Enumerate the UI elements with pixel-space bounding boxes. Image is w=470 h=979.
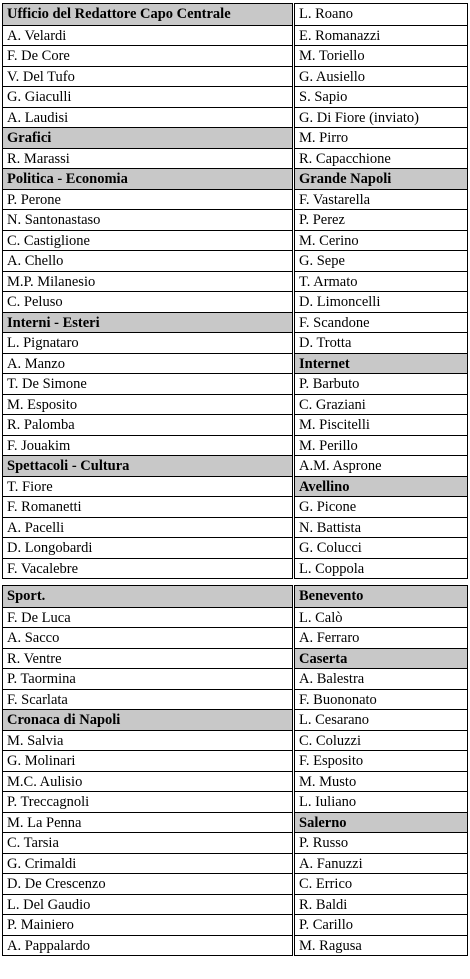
staff-name: G. Crimaldi bbox=[3, 853, 292, 874]
staff-name: M. Salvia bbox=[3, 730, 292, 751]
staff-name: G. Picone bbox=[295, 496, 467, 517]
staff-name: A. Balestra bbox=[295, 668, 467, 689]
staff-name: M. Pirro bbox=[295, 127, 467, 148]
staff-name: A. Velardi bbox=[3, 25, 292, 46]
staff-name: M.C. Aulisio bbox=[3, 771, 292, 792]
staff-name: T. De Simone bbox=[3, 373, 292, 394]
staff-name: R. Ventre bbox=[3, 648, 292, 669]
section-header-avellino: Avellino bbox=[295, 476, 467, 497]
staff-name: P. Perone bbox=[3, 189, 292, 210]
staff-name: D. Longobardi bbox=[3, 537, 292, 558]
section-header-sport: Sport. bbox=[3, 586, 292, 607]
staff-name: D. Limoncelli bbox=[295, 291, 467, 312]
staff-name: L. Pignataro bbox=[3, 332, 292, 353]
bottom-right-column bbox=[294, 585, 468, 956]
staff-name: C. Coluzzi bbox=[295, 730, 467, 751]
staff-name: R. Palomba bbox=[3, 414, 292, 435]
section-header-ufficio-del-redattore-capo-centrale: Ufficio del Redattore Capo Centrale bbox=[3, 4, 292, 25]
staff-name: G. Giaculli bbox=[3, 86, 292, 107]
staff-name: A. Chello bbox=[3, 250, 292, 271]
staff-name: L. Roano bbox=[299, 6, 353, 22]
staff-name: C. Peluso bbox=[3, 291, 292, 312]
top-left-column bbox=[2, 3, 293, 579]
staff-name: F. Jouakim bbox=[3, 435, 292, 456]
staff-name: S. Sapio bbox=[295, 86, 467, 107]
staff-name: F. Vastarella bbox=[295, 189, 467, 210]
staff-name: F. De Luca bbox=[3, 607, 292, 628]
section-header-caserta: Caserta bbox=[295, 648, 467, 669]
bottom-left-column bbox=[2, 585, 293, 956]
staff-name: F. Scandone bbox=[295, 312, 467, 333]
section-header-cronaca-di-napoli: Cronaca di Napoli bbox=[3, 709, 292, 730]
staff-name: A.M. Asprone bbox=[295, 455, 467, 476]
staff-name: A. Laudisi bbox=[3, 107, 292, 128]
section-header-grande-napoli: Grande Napoli bbox=[295, 168, 467, 189]
staff-name: P. Perez bbox=[295, 209, 467, 230]
staff-name: T. Armato bbox=[295, 271, 467, 292]
staff-name: N. Santonastaso bbox=[3, 209, 292, 230]
staff-name: P. Taormina bbox=[3, 668, 292, 689]
staff-name: F. De Core bbox=[3, 45, 292, 66]
staff-name: P. Barbuto bbox=[295, 373, 467, 394]
staff-name: M. Musto bbox=[295, 771, 467, 792]
staff-name: M. Cerino bbox=[295, 230, 467, 251]
staff-name: R. Marassi bbox=[3, 148, 292, 169]
staff-name: C. Tarsia bbox=[3, 832, 292, 853]
staff-name: C. Castiglione bbox=[3, 230, 292, 251]
staff-name: C. Errico bbox=[295, 873, 467, 894]
section-header-spettacoli-cultura: Spettacoli - Cultura bbox=[3, 455, 292, 476]
section-header-benevento: Benevento bbox=[295, 586, 467, 607]
staff-name: M. Ragusa bbox=[295, 935, 467, 956]
staff-name: A. Pacelli bbox=[3, 517, 292, 538]
staff-name: A. Fanuzzi bbox=[295, 853, 467, 874]
staff-name: C. Graziani bbox=[295, 394, 467, 415]
section-header-interni-esteri: Interni - Esteri bbox=[3, 312, 292, 333]
staff-name: G. Di Fiore (inviato) bbox=[295, 107, 467, 128]
staff-name: P. Mainiero bbox=[3, 914, 292, 935]
staff-name: A. Sacco bbox=[3, 627, 292, 648]
staff-name: G. Sepe bbox=[295, 250, 467, 271]
staff-name: M. Toriello bbox=[295, 45, 467, 66]
staff-name: R. Capacchione bbox=[295, 148, 467, 169]
staff-name: F. Vacalebre bbox=[3, 558, 292, 579]
top-right-column bbox=[294, 3, 468, 579]
staff-name: L. Cesarano bbox=[295, 709, 467, 730]
staff-name: M. Esposito bbox=[3, 394, 292, 415]
staff-name: D. De Crescenzo bbox=[3, 873, 292, 894]
staff-name: F. Scarlata bbox=[3, 689, 292, 710]
staff-name: N. Battista bbox=[295, 517, 467, 538]
staff-name: G. Molinari bbox=[3, 750, 292, 771]
staff-name: G. Ausiello bbox=[295, 66, 467, 87]
section-header-internet: Internet bbox=[295, 353, 467, 374]
staff-name: P. Russo bbox=[295, 832, 467, 853]
section-header-politica-economia: Politica - Economia bbox=[3, 168, 292, 189]
staff-name: M. La Penna bbox=[3, 812, 292, 833]
staff-name: L. Iuliano bbox=[295, 791, 467, 812]
staff-name: T. Fiore bbox=[3, 476, 292, 497]
staff-name: M. Perillo bbox=[295, 435, 467, 456]
staff-name: A. Pappalardo bbox=[3, 935, 292, 956]
staff-name: F. Esposito bbox=[295, 750, 467, 771]
staff-name: A. Manzo bbox=[3, 353, 292, 374]
section-header-salerno: Salerno bbox=[295, 812, 467, 833]
staff-name: V. Del Tufo bbox=[3, 66, 292, 87]
staff-name: L. Calò bbox=[295, 607, 467, 628]
section-header-grafici: Grafici bbox=[3, 127, 292, 148]
staff-name: F. Buononato bbox=[295, 689, 467, 710]
staff-name: M.P. Milanesio bbox=[3, 271, 292, 292]
staff-name: L. Coppola bbox=[295, 558, 467, 579]
staff-name: M. Piscitelli bbox=[295, 414, 467, 435]
staff-name: R. Baldi bbox=[295, 894, 467, 915]
staff-name: L. Del Gaudio bbox=[3, 894, 292, 915]
staff-name: P. Treccagnoli bbox=[3, 791, 292, 812]
staff-name: G. Colucci bbox=[295, 537, 467, 558]
staff-name: D. Trotta bbox=[295, 332, 467, 353]
staff-name: F. Romanetti bbox=[3, 496, 292, 517]
staff-name: P. Carillo bbox=[295, 914, 467, 935]
staff-name: A. Ferraro bbox=[295, 627, 467, 648]
staff-name: E. Romanazzi bbox=[295, 25, 467, 46]
